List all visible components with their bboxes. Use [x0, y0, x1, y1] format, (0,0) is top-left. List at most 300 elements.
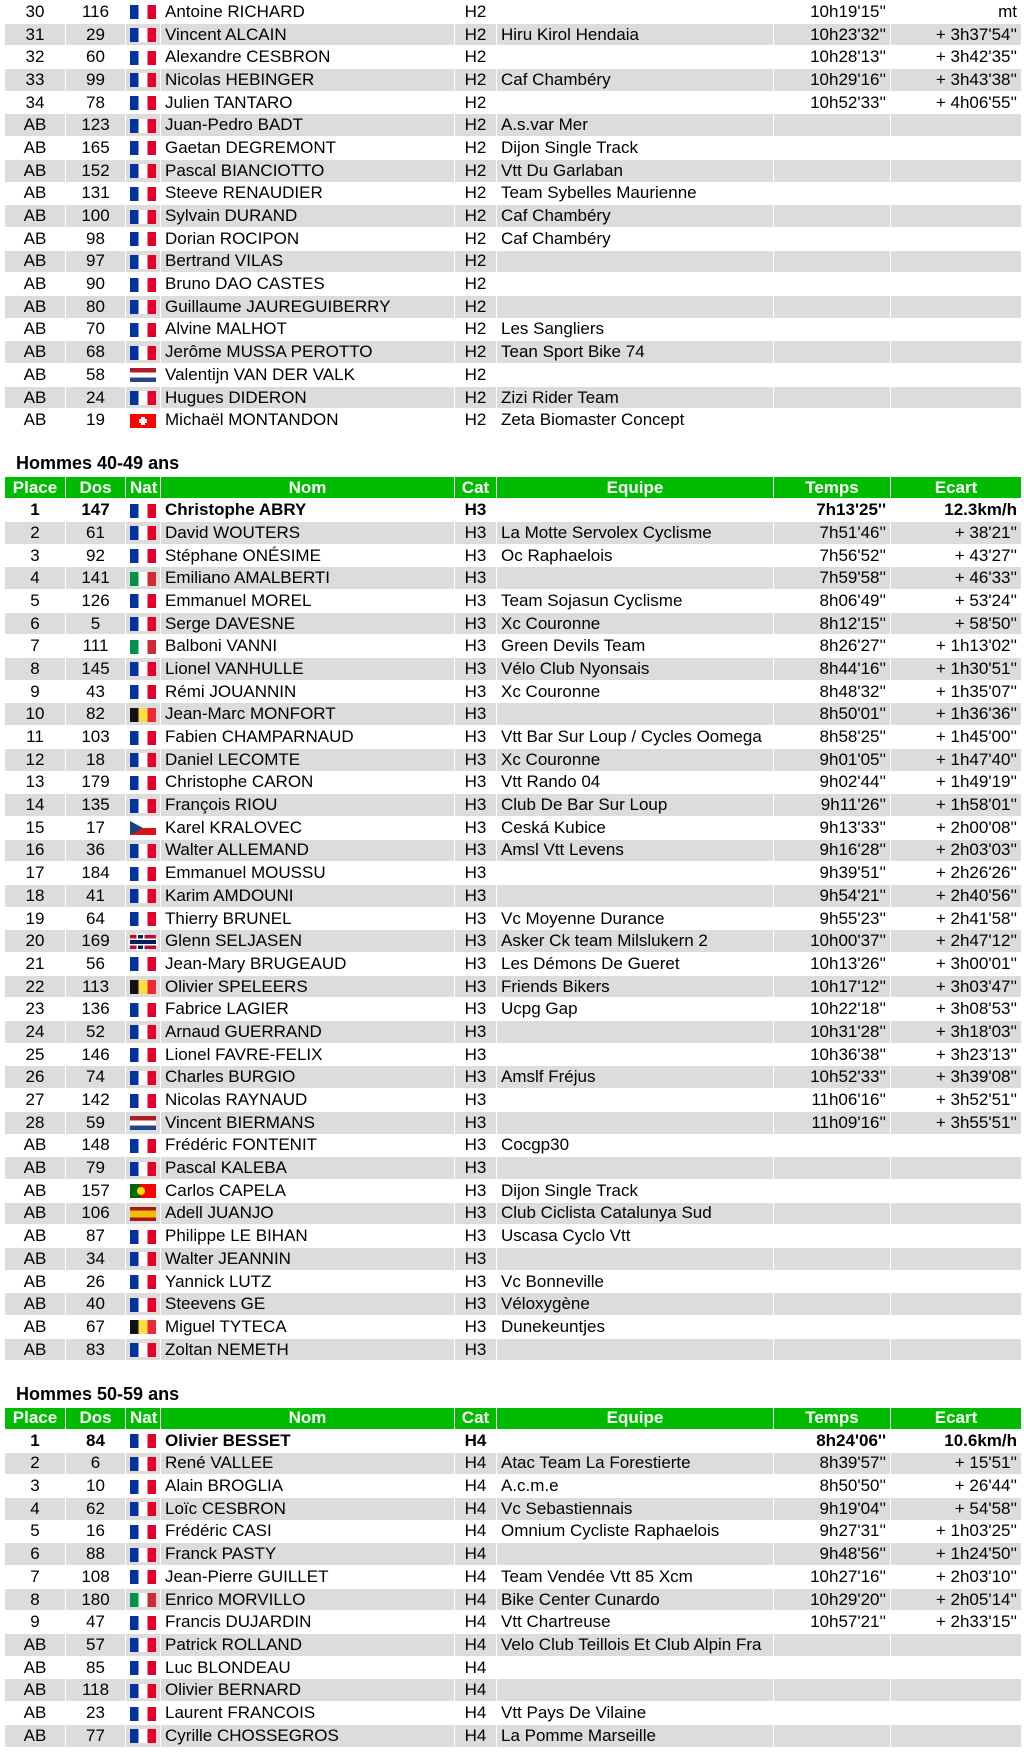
nationality-cell [126, 658, 161, 681]
temps-cell: 10h17'12'' [774, 975, 891, 998]
place-cell: AB [5, 1270, 66, 1293]
ecart-cell [891, 1179, 1022, 1202]
ecart-cell [891, 386, 1022, 409]
flag-no-icon [130, 935, 156, 949]
cat-cell: H4 [455, 1679, 497, 1702]
place-cell: AB [5, 1702, 66, 1725]
nom-cell: Bertrand VILAS [161, 250, 455, 273]
temps-cell: 10h13'26'' [774, 953, 891, 976]
equipe-cell: Caf Chambéry [497, 205, 774, 228]
temps-cell: 9h13'33'' [774, 816, 891, 839]
equipe-cell [497, 567, 774, 590]
dos-cell: 40 [66, 1293, 126, 1316]
nationality-cell [126, 1497, 161, 1520]
dos-cell: 10 [66, 1475, 126, 1498]
nom-cell: Luc BLONDEAU [161, 1656, 455, 1679]
nationality-cell [126, 612, 161, 635]
equipe-cell [497, 1, 774, 24]
temps-cell [774, 1634, 891, 1657]
ecart-cell: + 1h58'01'' [891, 794, 1022, 817]
place-cell: AB [5, 364, 66, 387]
equipe-cell: Vtt Rando 04 [497, 771, 774, 794]
equipe-cell: Zizi Rider Team [497, 386, 774, 409]
dos-cell: 145 [66, 658, 126, 681]
nom-cell: Steevens GE [161, 1293, 455, 1316]
cat-cell: H3 [455, 975, 497, 998]
equipe-cell: La Pomme Marseille [497, 1724, 774, 1747]
equipe-cell: Vtt Pays De Vilaine [497, 1702, 774, 1725]
table-row [5, 1157, 1022, 1180]
temps-cell: 8h44'16'' [774, 658, 891, 681]
flag-fr-icon [130, 957, 156, 971]
table-row [5, 544, 1022, 567]
nom-cell: Francis DUJARDIN [161, 1611, 455, 1634]
section-title: Hommes 50-59 ans [16, 1383, 180, 1404]
cat-cell: H3 [455, 839, 497, 862]
flag-fr-icon [130, 1616, 156, 1630]
ecart-cell: + 4h06'55'' [891, 91, 1022, 114]
dos-cell: 123 [66, 114, 126, 137]
ecart-cell: + 3h52'51'' [891, 1089, 1022, 1112]
dos-cell: 56 [66, 953, 126, 976]
dos-cell: 68 [66, 341, 126, 364]
cat-cell: H2 [455, 182, 497, 205]
equipe-cell: Vélo Club Nyonsais [497, 658, 774, 681]
ecart-cell [891, 1202, 1022, 1225]
place-cell: AB [5, 114, 66, 137]
dos-cell: 77 [66, 1724, 126, 1747]
nom-cell: Daniel LECOMTE [161, 748, 455, 771]
table-row [5, 341, 1022, 364]
place-cell: AB [5, 1179, 66, 1202]
column-header-nom: Nom [161, 477, 455, 499]
ecart-cell: + 2h03'10'' [891, 1566, 1022, 1589]
cat-cell: H3 [455, 1202, 497, 1225]
temps-cell: 11h06'16'' [774, 1089, 891, 1112]
place-cell: 2 [5, 521, 66, 544]
place-cell: 27 [5, 1089, 66, 1112]
table-row [5, 1043, 1022, 1066]
ecart-cell [891, 318, 1022, 341]
place-cell: AB [5, 1225, 66, 1248]
cat-cell: H3 [455, 748, 497, 771]
cat-cell: H2 [455, 273, 497, 296]
cat-cell: H4 [455, 1702, 497, 1725]
ecart-cell: + 3h43'38'' [891, 69, 1022, 92]
place-cell: AB [5, 1293, 66, 1316]
nationality-cell [126, 1179, 161, 1202]
column-header-equipe: Equipe [497, 477, 774, 499]
table-row [5, 703, 1022, 726]
table-row [5, 1247, 1022, 1270]
flag-fr-icon [130, 1729, 156, 1743]
flag-fr-icon [130, 1457, 156, 1471]
cat-cell: H2 [455, 341, 497, 364]
place-cell: 22 [5, 975, 66, 998]
table-row [5, 1021, 1022, 1044]
temps-cell: 8h48'32'' [774, 680, 891, 703]
equipe-cell [497, 1021, 774, 1044]
table-row [5, 1588, 1022, 1611]
temps-cell: 8h50'50'' [774, 1475, 891, 1498]
table-row [5, 839, 1022, 862]
flag-fr-icon [130, 594, 156, 608]
dos-cell: 26 [66, 1270, 126, 1293]
equipe-cell: Team Vendée Vtt 85 Xcm [497, 1566, 774, 1589]
temps-cell [774, 318, 891, 341]
place-cell: 3 [5, 544, 66, 567]
equipe-cell: Ucpg Gap [497, 998, 774, 1021]
temps-cell [774, 137, 891, 160]
ecart-cell: + 3h42'35'' [891, 46, 1022, 69]
flag-fr-icon [130, 119, 156, 133]
place-cell: 23 [5, 998, 66, 1021]
temps-cell: 9h55'23'' [774, 907, 891, 930]
equipe-cell: Omnium Cycliste Raphaelois [497, 1520, 774, 1543]
flag-fr-icon [130, 28, 156, 42]
table-row [5, 159, 1022, 182]
nom-cell: Fabrice LAGIER [161, 998, 455, 1021]
place-cell: 25 [5, 1043, 66, 1066]
temps-cell: 10h29'16'' [774, 69, 891, 92]
cat-cell: H3 [455, 1225, 497, 1248]
dos-cell: 146 [66, 1043, 126, 1066]
equipe-cell: Velo Club Teillois Et Club Alpin Fra [497, 1634, 774, 1657]
nationality-cell [126, 318, 161, 341]
table-row [5, 635, 1022, 658]
table-row [5, 1, 1022, 24]
dos-cell: 113 [66, 975, 126, 998]
cat-cell: H2 [455, 227, 497, 250]
cat-cell: H3 [455, 499, 497, 522]
place-cell: AB [5, 250, 66, 273]
flag-fr-icon [130, 776, 156, 790]
nationality-cell [126, 680, 161, 703]
cat-cell: H3 [455, 1338, 497, 1361]
temps-cell: 10h57'21'' [774, 1611, 891, 1634]
ecart-cell: + 53'24'' [891, 590, 1022, 613]
place-cell: 31 [5, 23, 66, 46]
temps-cell: 9h11'26'' [774, 794, 891, 817]
cat-cell: H2 [455, 91, 497, 114]
place-cell: AB [5, 409, 66, 432]
ecart-cell: + 54'58'' [891, 1497, 1022, 1520]
equipe-cell [497, 46, 774, 69]
dos-cell: 34 [66, 1247, 126, 1270]
flag-fr-icon [130, 1252, 156, 1266]
place-cell: 8 [5, 658, 66, 681]
temps-cell [774, 114, 891, 137]
flag-fr-icon [130, 1684, 156, 1698]
equipe-cell: Caf Chambéry [497, 69, 774, 92]
table-row [5, 499, 1022, 522]
temps-cell: 7h13'25'' [774, 499, 891, 522]
table-row [5, 1293, 1022, 1316]
table-row [5, 1566, 1022, 1589]
ecart-cell [891, 1338, 1022, 1361]
equipe-cell: Atac Team La Forestierte [497, 1452, 774, 1475]
equipe-cell [497, 295, 774, 318]
equipe-cell [497, 1656, 774, 1679]
nom-cell: Cyrille CHOSSEGROS [161, 1724, 455, 1747]
place-cell: AB [5, 1338, 66, 1361]
nom-cell: Zoltan NEMETH [161, 1338, 455, 1361]
temps-cell: 10h22'18'' [774, 998, 891, 1021]
cat-cell: H2 [455, 69, 497, 92]
dos-cell: 62 [66, 1497, 126, 1520]
nom-cell: Valentijn VAN DER VALK [161, 364, 455, 387]
temps-cell: 8h06'49'' [774, 590, 891, 613]
temps-cell [774, 1270, 891, 1293]
ecart-cell: + 46'33'' [891, 567, 1022, 590]
place-cell: 24 [5, 1021, 66, 1044]
table-row [5, 771, 1022, 794]
nom-cell: Pascal KALEBA [161, 1157, 455, 1180]
flag-fr-icon [130, 753, 156, 767]
dos-cell: 83 [66, 1338, 126, 1361]
ecart-cell: + 1h03'25'' [891, 1520, 1022, 1543]
dos-cell: 180 [66, 1588, 126, 1611]
temps-cell: 10h27'16'' [774, 1566, 891, 1589]
equipe-cell: Véloxygène [497, 1293, 774, 1316]
dos-cell: 79 [66, 1157, 126, 1180]
flag-fr-icon [130, 51, 156, 65]
nom-cell: Jean-Mary BRUGEAUD [161, 953, 455, 976]
ecart-cell: + 3h55'51'' [891, 1111, 1022, 1134]
equipe-cell [497, 273, 774, 296]
temps-cell: 9h39'51'' [774, 862, 891, 885]
place-cell: 6 [5, 612, 66, 635]
table-row [5, 794, 1022, 817]
nationality-cell [126, 1134, 161, 1157]
table-row [5, 46, 1022, 69]
nationality-cell [126, 1202, 161, 1225]
nationality-cell [126, 953, 161, 976]
table-row [5, 748, 1022, 771]
place-cell: 6 [5, 1543, 66, 1566]
dos-cell: 61 [66, 521, 126, 544]
ecart-cell: + 2h26'26'' [891, 862, 1022, 885]
place-cell: 16 [5, 839, 66, 862]
nom-cell: Sylvain DURAND [161, 205, 455, 228]
nationality-cell [126, 69, 161, 92]
nationality-cell [126, 1724, 161, 1747]
flag-fr-icon [130, 1638, 156, 1652]
ecart-cell [891, 227, 1022, 250]
flag-fr-icon [130, 844, 156, 858]
dos-cell: 98 [66, 227, 126, 250]
table-row [5, 975, 1022, 998]
nom-cell: Walter ALLEMAND [161, 839, 455, 862]
table-row [5, 1475, 1022, 1498]
flag-fr-icon [130, 685, 156, 699]
cat-cell: H4 [455, 1588, 497, 1611]
nationality-cell [126, 386, 161, 409]
ecart-cell [891, 1225, 1022, 1248]
table-row [5, 91, 1022, 114]
equipe-cell: Green Devils Team [497, 635, 774, 658]
place-cell: 1 [5, 1429, 66, 1452]
nom-cell: Philippe LE BIHAN [161, 1225, 455, 1248]
cat-cell: H3 [455, 998, 497, 1021]
cat-cell: H3 [455, 612, 497, 635]
temps-cell: 10h52'33'' [774, 91, 891, 114]
temps-cell: 11h09'16'' [774, 1111, 891, 1134]
dos-cell: 97 [66, 250, 126, 273]
table-row [5, 953, 1022, 976]
flag-fr-icon [130, 526, 156, 540]
table-row [5, 567, 1022, 590]
nom-cell: René VALLEE [161, 1452, 455, 1475]
temps-cell: 10h00'37'' [774, 930, 891, 953]
flag-nl-icon [130, 1116, 156, 1130]
temps-cell: 8h50'01'' [774, 703, 891, 726]
dos-cell: 136 [66, 998, 126, 1021]
equipe-cell [497, 1429, 774, 1452]
nom-cell: François RIOU [161, 794, 455, 817]
ecart-cell: + 2h40'56'' [891, 884, 1022, 907]
nom-cell: Jerôme MUSSA PEROTTO [161, 341, 455, 364]
place-cell: 2 [5, 1452, 66, 1475]
place-cell: AB [5, 295, 66, 318]
ecart-cell [891, 1679, 1022, 1702]
ecart-cell: + 2h47'12'' [891, 930, 1022, 953]
equipe-cell: Club Ciclista Catalunya Sud [497, 1202, 774, 1225]
table-row [5, 816, 1022, 839]
dos-cell: 6 [66, 1452, 126, 1475]
flag-fr-icon [130, 1071, 156, 1085]
flag-fr-icon [130, 187, 156, 201]
nationality-cell [126, 1702, 161, 1725]
table-row [5, 612, 1022, 635]
temps-cell [774, 409, 891, 432]
cat-cell: H3 [455, 544, 497, 567]
cat-cell: H3 [455, 635, 497, 658]
table-row [5, 1543, 1022, 1566]
table-row [5, 1089, 1022, 1112]
nationality-cell [126, 1225, 161, 1248]
equipe-cell [497, 1247, 774, 1270]
flag-fr-icon [130, 1025, 156, 1039]
place-cell: 19 [5, 907, 66, 930]
flag-fr-icon [130, 1094, 156, 1108]
nom-cell: Yannick LUTZ [161, 1270, 455, 1293]
table-row [5, 205, 1022, 228]
cat-cell: H3 [455, 884, 497, 907]
dos-cell: 126 [66, 590, 126, 613]
ecart-cell: 10.6km/h [891, 1429, 1022, 1452]
temps-cell [774, 1225, 891, 1248]
place-cell: 1 [5, 499, 66, 522]
ecart-cell: + 26'44'' [891, 1475, 1022, 1498]
temps-cell [774, 182, 891, 205]
equipe-cell: Bike Center Cunardo [497, 1588, 774, 1611]
nom-cell: Jean-Marc MONFORT [161, 703, 455, 726]
temps-cell: 8h58'25'' [774, 726, 891, 749]
dos-cell: 99 [66, 69, 126, 92]
temps-cell: 8h26'27'' [774, 635, 891, 658]
place-cell: 11 [5, 726, 66, 749]
temps-cell: 8h39'57'' [774, 1452, 891, 1475]
nationality-cell [126, 794, 161, 817]
table-row [5, 907, 1022, 930]
nom-cell: Christophe CARON [161, 771, 455, 794]
table-row [5, 1634, 1022, 1657]
nationality-cell [126, 521, 161, 544]
flag-fr-icon [130, 1661, 156, 1675]
column-header-ecart: Ecart [891, 477, 1022, 499]
place-cell: 7 [5, 635, 66, 658]
cat-cell: H3 [455, 953, 497, 976]
cat-cell: H3 [455, 1066, 497, 1089]
nom-cell: Pascal BIANCIOTTO [161, 159, 455, 182]
ecart-cell: + 15'51'' [891, 1452, 1022, 1475]
dos-cell: 19 [66, 409, 126, 432]
ecart-cell: + 1h49'19'' [891, 771, 1022, 794]
table-row [5, 409, 1022, 432]
ecart-cell: + 3h08'53'' [891, 998, 1022, 1021]
nom-cell: Alain BROGLIA [161, 1475, 455, 1498]
flag-fr-icon [130, 1707, 156, 1721]
equipe-cell [497, 884, 774, 907]
flag-fr-icon [130, 1003, 156, 1017]
cat-cell: H3 [455, 1021, 497, 1044]
table-row [5, 137, 1022, 160]
flag-fr-icon [130, 391, 156, 405]
column-header-nat: Nat [126, 477, 161, 499]
flag-fr-icon [130, 1525, 156, 1539]
dos-cell: 24 [66, 386, 126, 409]
nationality-cell [126, 1543, 161, 1566]
nationality-cell [126, 884, 161, 907]
dos-cell: 148 [66, 1134, 126, 1157]
temps-cell: 7h59'58'' [774, 567, 891, 590]
dos-cell: 88 [66, 1543, 126, 1566]
cat-cell: H2 [455, 364, 497, 387]
temps-cell: 9h16'28'' [774, 839, 891, 862]
cat-cell: H4 [455, 1475, 497, 1498]
table-row [5, 1702, 1022, 1725]
flag-pt-icon [130, 1184, 156, 1198]
table-row [5, 386, 1022, 409]
flag-fr-icon [130, 1434, 156, 1448]
equipe-cell [497, 91, 774, 114]
table-row [5, 1429, 1022, 1452]
temps-cell: 7h56'52'' [774, 544, 891, 567]
temps-cell: 10h23'32'' [774, 23, 891, 46]
temps-cell: 8h24'06'' [774, 1429, 891, 1452]
nationality-cell [126, 907, 161, 930]
ecart-cell [891, 273, 1022, 296]
temps-cell: 10h28'13'' [774, 46, 891, 69]
nom-cell: Glenn SELJASEN [161, 930, 455, 953]
cat-cell: H3 [455, 1043, 497, 1066]
table-row [5, 1316, 1022, 1339]
nationality-cell [126, 1634, 161, 1657]
temps-cell [774, 205, 891, 228]
column-header-equipe: Equipe [497, 1407, 774, 1429]
equipe-cell [497, 364, 774, 387]
table-row [5, 590, 1022, 613]
nationality-cell [126, 1316, 161, 1339]
temps-cell: 9h02'44'' [774, 771, 891, 794]
cat-cell: H3 [455, 590, 497, 613]
temps-cell [774, 295, 891, 318]
nationality-cell [126, 862, 161, 885]
temps-cell [774, 250, 891, 273]
flag-fr-icon [130, 549, 156, 563]
place-cell: AB [5, 227, 66, 250]
